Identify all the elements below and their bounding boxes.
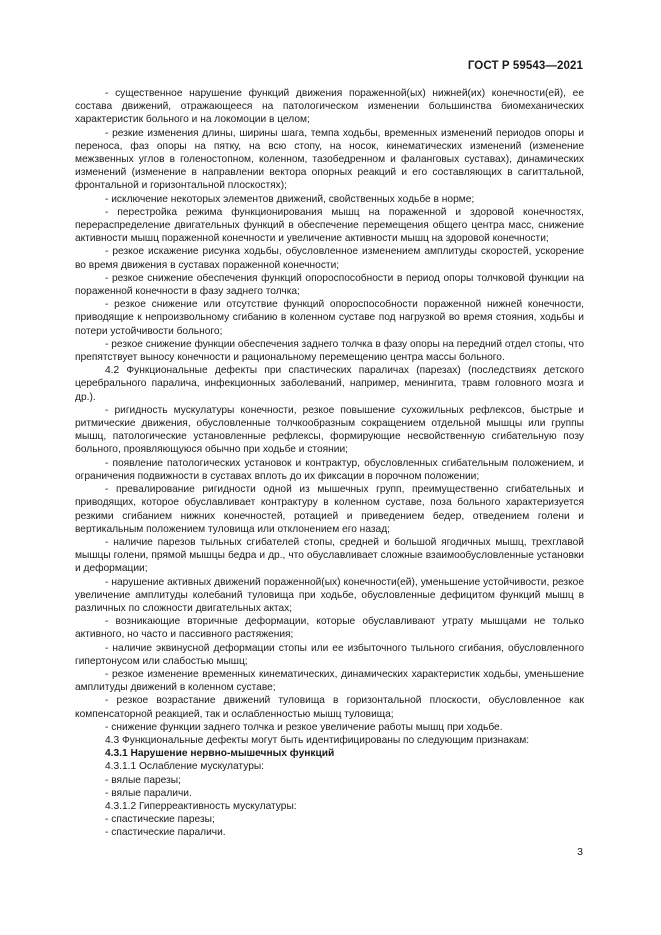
list-item: - спастические параличи. <box>105 827 226 839</box>
paragraph: - ригидность мускулатуры конечности, резкое повышение сухожильных рефлексов, быстрые и ритмические движения, обусловленные толчкообразным сокращением отдельной мышцы или группы мышц, патологические установленные рефлексы, формирующие несвойственную сгибательную позу больного, проявляющуюся обычно при ходьбе и стоянии; <box>75 404 584 456</box>
page-number: 3 <box>577 846 583 858</box>
paragraph: - превалирование ригидности одной из мышечных групп, преимущественно сгибательных и приводящих, которое обуславливает контрактуру в коленном суставе, поза больного характеризуется резкими сгибанием нижних конечностей, ротацией и приведением бедер, отведением голени и вертикальным положением туловища или отклонением его назад; <box>75 484 584 535</box>
list-item: - вялые параличи. <box>105 787 192 799</box>
paragraph: - наличие эквинусной деформации стопы или ее избыточного тыльного сгибания, обусловленного гипертонусом или слабостью мышц; <box>75 642 584 667</box>
paragraph: - появление патологических установок и контрактур, обусловленных сгибательным положением, и ограничения подвижности в суставах вплоть до их фиксации в порочном положении; <box>75 457 584 482</box>
paragraph: - резкое снижение обеспечения функций опороспособности в период опоры толчковой функции на пораженной конечности в фазу заднего толчка; <box>75 272 584 298</box>
list-item: - спастические парезы; <box>105 814 215 826</box>
paragraph: - исключение некоторых элементов движений, свойственных ходьбе в норме; <box>105 193 475 205</box>
paragraph: - резкое изменение временных кинематических, динамических характеристик ходьбы, уменьшение амплитуды движений в коленном суставе; <box>75 668 584 694</box>
paragraph: - резкие изменения длины, ширины шага, темпа ходьбы, временных изменений периодов опоры и переноса, фаз опоры на пятку, на всю стопу, на носок, кинематических изменений (изменение межзвенных углов в голеностопном, коленном, тазобедренном и фаланговых суставах), динамических изменений (изменение в направлении вектора опорных реакций и его составляющих в сагиттальной, фронтальной и горизонтальной плоскостях); <box>75 127 584 192</box>
paragraph: - существенное нарушение функций движения пораженной(ых) нижней(их) конечности(ей), ее состава движений, отражающееся на патологическом изменении большинства биомеханических характеристик больного и на локомоции в целом; <box>75 88 584 126</box>
paragraph: - снижение функции заднего толчка и резкое увеличение работы мышц при ходьбе. <box>105 721 503 733</box>
subsection-heading: 4.3.1.1 Ослабление мускулатуры: <box>105 761 265 773</box>
section-paragraph-4-2: 4.2 Функциональные дефекты при спастических параличах (парезах) (последствиях детского церебрального паралича, инфекционных заболеваний, например, менингита, травм головного мозга и др.). <box>75 365 584 403</box>
paragraph: - нарушение активных движений пораженной(ых) конечности(ей), уменьшение устойчивости, резкое увеличение амплитуды колебаний туловища при ходьбе, обусловленные дефицитом функций мышц в различных по сложности двигательных актах; <box>75 576 584 614</box>
paragraph: - резкое возрастание движений туловища в горизонтальной плоскости, обусловленное как компенсаторной реакцией, так и ослабленностью мышц туловища; <box>75 695 584 720</box>
paragraph: - резкое искажение рисунка ходьбы, обусловленное изменением амплитуды скоростей, ускорение во время движения в суставах пораженной конечности; <box>75 246 584 271</box>
paragraph: - наличие парезов тыльных сгибателей стопы, средней и большой ягодичных мышц, трехглавой мышцы голени, прямой мышцы бедра и др., что обуславливает сложные взаимообусловленные установки и деформации; <box>75 536 584 575</box>
subsection-heading: 4.3.1.2 Гиперреактивность мускулатуры: <box>105 800 297 812</box>
paragraph: - резкое снижение функции обеспечения заднего толчка в фазу опоры на передний отдел стопы, что препятствует выносу конечности и рациональному перемещению центра массы больного. <box>75 338 584 364</box>
section-paragraph-4-3: 4.3 Функциональные дефекты могут быть идентифицированы по следующим признакам: <box>105 734 530 746</box>
document-body <box>75 87 584 840</box>
paragraph: - перестройка режима функционирования мышц на пораженной и здоровой конечностях, перераспределение двигательных функций в обеспечение перемещения общего центра масс, снижение активности мышц пораженной конечности и увеличение активности мышц на здоровой конечности; <box>75 206 584 245</box>
section-heading-4-3-1: 4.3.1 Нарушение нервно-мышечных функций <box>105 748 335 760</box>
paragraph: - возникающие вторичные деформации, которые обуславливают утрату мышцами не только активного, но часто и пассивного растяжения; <box>75 616 584 641</box>
document-header: ГОСТ Р 59543—2021 <box>467 60 583 72</box>
paragraph: - резкое снижение или отсутствие функций опороспособности пораженной нижней конечности, приводящие к непроизвольному сгибанию в коленном суставе под нагрузкой во время стояния, ходьбы и потери устойчивости больного; <box>75 299 584 337</box>
list-item: - вялые парезы; <box>105 774 181 786</box>
